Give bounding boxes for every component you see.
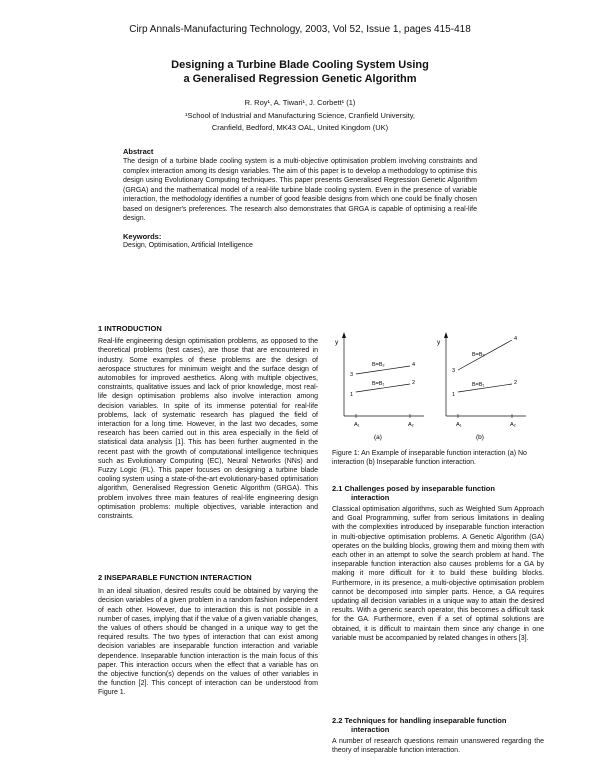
- section-1: [98, 324, 318, 521]
- figure-panel-a: [335, 332, 424, 441]
- section-2-2-heading-line-1: 2.2 Techniques for handling inseparable function: [332, 716, 507, 725]
- panel-a-pt1: 1: [350, 392, 354, 398]
- title-line-1: Designing a Turbine Blade Cooling System Using: [171, 59, 429, 71]
- section-2-1-text: Classical optimisation algorithms, such as Weighted Sum Approach and Goal Programming, suffer from serious limitations in dealing with the complexities introduced by inseparable function interaction in multi-objective optimisation problems. A Genetic Algorithm (GA) operates on the building blocks, growing them and mixing them with each other in an attempt to solve the search problem at hand. The inseparable function interaction also causes problems for a GA by making it more difficult for it to build these building blocks. Furthermore, in its presence, a multi-objective optimisation problem cannot be decomposed into simpler parts. Hence, a GA requires updating all decision variables in a unique way to attain the desired results. With a generic search operator, this becomes a difficult task for the GA. Furthermore, even if a set of optimal solutions are obtained, it is difficult to maintain them since any change in one variable must be accompanied by related changes in others [3].: [332, 506, 544, 642]
- panel-b-caption-label: (b): [476, 434, 484, 441]
- keywords-text: Design, Optimisation, Artificial Intelligence: [123, 242, 253, 249]
- panel-b-pt4: 4: [514, 336, 518, 342]
- figure-1: [332, 326, 544, 444]
- paper-title: [0, 58, 600, 86]
- section-2-1-heading-line-1: 2.1 Challenges posed by inseparable function: [332, 484, 495, 493]
- panel-a-y-label: y: [335, 339, 339, 346]
- figure-1-caption: Figure 1: An Example of inseparable function interaction (a) No interaction (b) Inseparable function interaction.: [332, 450, 527, 466]
- section-2-1-heading: [332, 484, 544, 502]
- panel-b-y-arrow: [444, 332, 448, 338]
- panel-b-label-b2: B=B₂: [472, 352, 485, 358]
- section-2-text: In an ideal situation, desired results could be obtained by varying the decision variables of a given problem in a random fashion independent of each other. However, due to interaction this is not possible in a number of cases, implying that if the value of a given variable changes, the values of others should be changed in a unique way to get the required results. The two types of interaction that can exist among decision variables are inseparable function interaction and variable dependence. Inseparable function interaction is the main focus of this paper. This interaction occurs when the effect that a variable has on the objective function(s) depends on the values of other variables in the function [2]. This concept of interaction can be understood from Figure 1.: [98, 588, 318, 697]
- affiliation-line-2: Cranfield, Bedford, MK43 OAL, United Kingdom (UK): [211, 123, 389, 132]
- section-2-heading: 2 INSEPARABLE FUNCTION INTERACTION: [98, 573, 252, 582]
- panel-a-label-b1: B=B₁: [372, 381, 385, 387]
- panel-b-pt1: 1: [452, 392, 456, 398]
- panel-a-x-tick-2: A₂: [408, 422, 414, 428]
- section-2-2-heading: [332, 716, 544, 734]
- section-2-1: [332, 484, 544, 643]
- section-2-2-text: A number of research questions remain unanswered regarding the theory of inseparable function interaction.: [332, 738, 544, 755]
- section-1-heading: 1 INTRODUCTION: [98, 324, 162, 333]
- abstract-heading: Abstract: [123, 147, 154, 156]
- panel-b-x-tick-2: A₂: [510, 422, 516, 428]
- panel-b-y-label: y: [437, 339, 441, 346]
- panel-a-caption-label: (a): [374, 434, 382, 441]
- panel-b-line-b2: [458, 340, 512, 370]
- affiliation-line-1: ¹School of Industrial and Manufacturing Science, Cranfield University,: [185, 111, 415, 120]
- section-1-text: Real-life engineering design optimisation problems, as opposed to the theoretical problems (test cases), are those that are encountered in industry. Some examples of these problems are the design of aerospace structures for minimum weight and the surface design of automobiles for improved aesthetics. Along with multiple objectives, constraints, qualitative issues and lack of prior knowledge, most real-life design optimisation problems also involve interaction among decision variables. In spite of its immense potential for real-life problems, lack of systematic research has plagued the field of interaction for a long time. However, in the last two decades, some research has been carried out in this area especially in the field of statistical data analysis [1]. This has been further augmented in the recent past with the growth of computational intelligence techniques such as Evolutionary Computing (EC), Neural Networks (NNs) and Fuzzy Logic (FL). This paper focuses on designing a turbine blade cooling system using a state-of-the-art evolutionary-based optimisation algorithm, Generalised Regression Genetic Algorithm (GRGA). This problem involves three main features of real-life engineering design optimisation problems: multiple objectives, variable interaction and constraints.: [98, 338, 318, 521]
- panel-a-label-b2: B=B₂: [372, 362, 385, 368]
- section-2-2-heading-line-2: interaction: [351, 725, 390, 734]
- section-2: [98, 573, 318, 698]
- journal-header: Cirp Annals-Manufacturing Technology, 2003, Vol 52, Issue 1, pages 415-418: [129, 24, 471, 35]
- section-2-2: [332, 716, 544, 755]
- authors: R. Roy¹, A. Tiwari¹, J. Corbett¹ (1): [244, 98, 356, 107]
- panel-a-pt4: 4: [412, 362, 416, 368]
- panel-b-pt3: 3: [452, 368, 456, 374]
- panel-b-line-b1: [458, 384, 512, 392]
- panel-b-x-tick-1: A₁: [456, 422, 462, 428]
- panel-a-x-tick-1: A₁: [354, 422, 360, 428]
- affiliation: [0, 110, 600, 134]
- section-2-1-heading-line-2: interaction: [351, 493, 390, 502]
- title-line-2: a Generalised Regression Genetic Algorithm: [183, 73, 417, 85]
- panel-a-y-arrow: [342, 332, 346, 338]
- panel-b-label-b1: B=B₁: [472, 382, 485, 388]
- panel-b-pt2: 2: [514, 380, 518, 386]
- abstract-text: The design of a turbine blade cooling system is a multi-objective optimisation problem involving constraints and complex interaction among its design variables. The aim of this paper is to develop a methodology to optimise this design using Evolutionary Computing techniques. This paper presents Generalised Regression Genetic Algorithm (GRGA) and the mathematical model of a real-life turbine blade cooling system. Even in the presence of variable interaction, the methodology identifies a number of good feasible designs from which one could be finally chosen based on designer's preferences. The research also demonstrates that GRGA is capable of optimising a real-life design.: [123, 158, 477, 222]
- panel-a-pt3: 3: [350, 372, 354, 378]
- panel-a-pt2: 2: [412, 380, 416, 386]
- figure-panel-b: [437, 332, 526, 441]
- keywords-heading: Keywords:: [123, 232, 162, 241]
